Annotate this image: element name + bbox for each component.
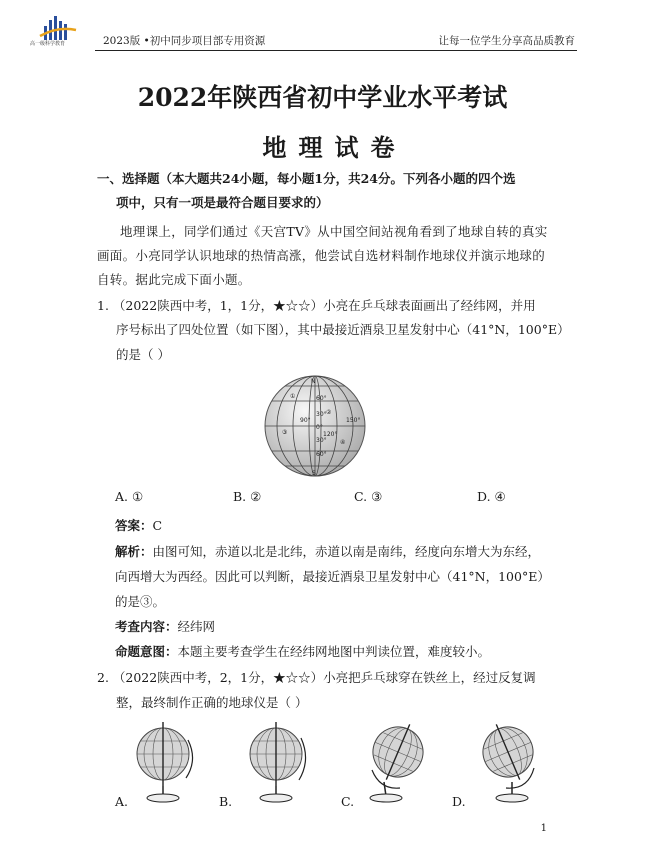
q1-line2: 序号标出了四处位置（如下图），其中最接近酒泉卫星发射中心（41°N，100°E） bbox=[116, 322, 570, 337]
page-number: 1 bbox=[540, 823, 547, 834]
globe-lon-120: 120° bbox=[323, 431, 338, 438]
q1-line3: 的是（ ） bbox=[116, 347, 170, 362]
q2-option-b[interactable]: B. bbox=[219, 794, 233, 809]
q1-intent bbox=[115, 642, 490, 660]
q1-option-b[interactable]: B. ② bbox=[233, 489, 262, 504]
globe-lat-0: 0° bbox=[316, 424, 323, 431]
globe-lat-60n: 60° bbox=[316, 395, 327, 402]
q1-option-d[interactable]: D. ④ bbox=[477, 489, 506, 504]
q2-line1: 2. （2022陕西中考，2，1分，★☆☆）小亮把乒乓球穿在铁丝上，经过反复调 bbox=[97, 670, 536, 685]
answer-value: C bbox=[152, 518, 163, 533]
intro-line2: 画面。小亮同学认识地球的热情高涨，他尝试自选材料制作地球仪并演示地球的 bbox=[97, 248, 546, 263]
q1-option-a[interactable]: A. ① bbox=[115, 489, 144, 504]
intro-line3: 自转。据此完成下面小题。 bbox=[97, 272, 251, 287]
q1-option-c[interactable]: C. ③ bbox=[354, 489, 383, 504]
exam-subtitle: 地理试卷 bbox=[262, 133, 407, 162]
globe-mark-3: ③ bbox=[282, 429, 288, 436]
q1-analysis-line1 bbox=[115, 542, 540, 560]
content-value: 经纬网 bbox=[177, 619, 216, 634]
intent-label: 命题意图： bbox=[115, 644, 178, 659]
globe-lon-150: 150° bbox=[346, 417, 361, 424]
globe-option-c-figure bbox=[360, 720, 432, 805]
q2-option-a[interactable]: A. bbox=[115, 794, 129, 809]
q2-line2: 整，最终制作正确的地球仪是（ ） bbox=[116, 695, 308, 710]
analysis-text-1: 由图可知，赤道以北是北纬，赤道以南是南纬，经度向东增大为东经， bbox=[152, 544, 541, 559]
q1-line1: 1. （2022陕西中考，1，1分，★☆☆）小亮在乒乓球表面画出了经纬网，并用 bbox=[97, 298, 536, 313]
q2-option-d[interactable]: D. bbox=[452, 794, 466, 809]
globe-lon-90: 90° bbox=[300, 417, 311, 424]
globe-south-label: S bbox=[312, 470, 316, 477]
intent-value: 本题主要考查学生在经纬网地图中判读位置，难度较小。 bbox=[177, 644, 491, 659]
section-heading-line1: 一、选择题（本大题共24小题，每小题1分，共24分。下列各小题的四个选 bbox=[97, 171, 516, 186]
intro-line1: 地理课上，同学们通过《天宫TV》从中国空间站视角看到了地球自转的真实 bbox=[120, 224, 548, 239]
globe-north-label: N bbox=[311, 378, 316, 385]
globe-option-a-figure bbox=[128, 720, 200, 805]
answer-label: 答案： bbox=[115, 518, 153, 533]
header-left: 2023版 •初中同步项目部专用资源 bbox=[103, 35, 266, 47]
q1-content bbox=[115, 617, 215, 635]
globe-mark-1: ① bbox=[290, 393, 296, 400]
graticule-globe-figure bbox=[260, 374, 370, 478]
q2-option-c[interactable]: C. bbox=[341, 794, 355, 809]
globe-mark-4: ④ bbox=[340, 439, 346, 446]
header-divider bbox=[95, 50, 577, 51]
exam-title: 2022年陕西省初中学业水平考试 bbox=[137, 83, 508, 112]
globe-option-b-figure bbox=[243, 720, 315, 805]
analysis-label: 解析： bbox=[115, 544, 153, 559]
globe-lat-30n: 30° bbox=[316, 411, 327, 418]
content-label: 考查内容： bbox=[115, 619, 178, 634]
header-right: 让每一位学生分享高品质教育 bbox=[438, 35, 575, 47]
globe-lat-60s: 60° bbox=[316, 451, 327, 458]
section-heading-line2: 项中，只有一项是最符合题目要求的） bbox=[116, 195, 329, 210]
q1-analysis-line2: 向西增大为西经。因此可以判断，最接近酒泉卫星发射中心（41°N，100°E） bbox=[115, 569, 550, 584]
logo-text: 高一级科学教育 bbox=[30, 41, 66, 47]
q1-answer bbox=[115, 516, 162, 534]
globe-lat-30s: 30° bbox=[316, 437, 327, 444]
q1-analysis-line3: 的是③。 bbox=[115, 594, 166, 609]
globe-option-d-figure bbox=[472, 720, 544, 805]
globe-mark-2: ② bbox=[326, 409, 332, 416]
